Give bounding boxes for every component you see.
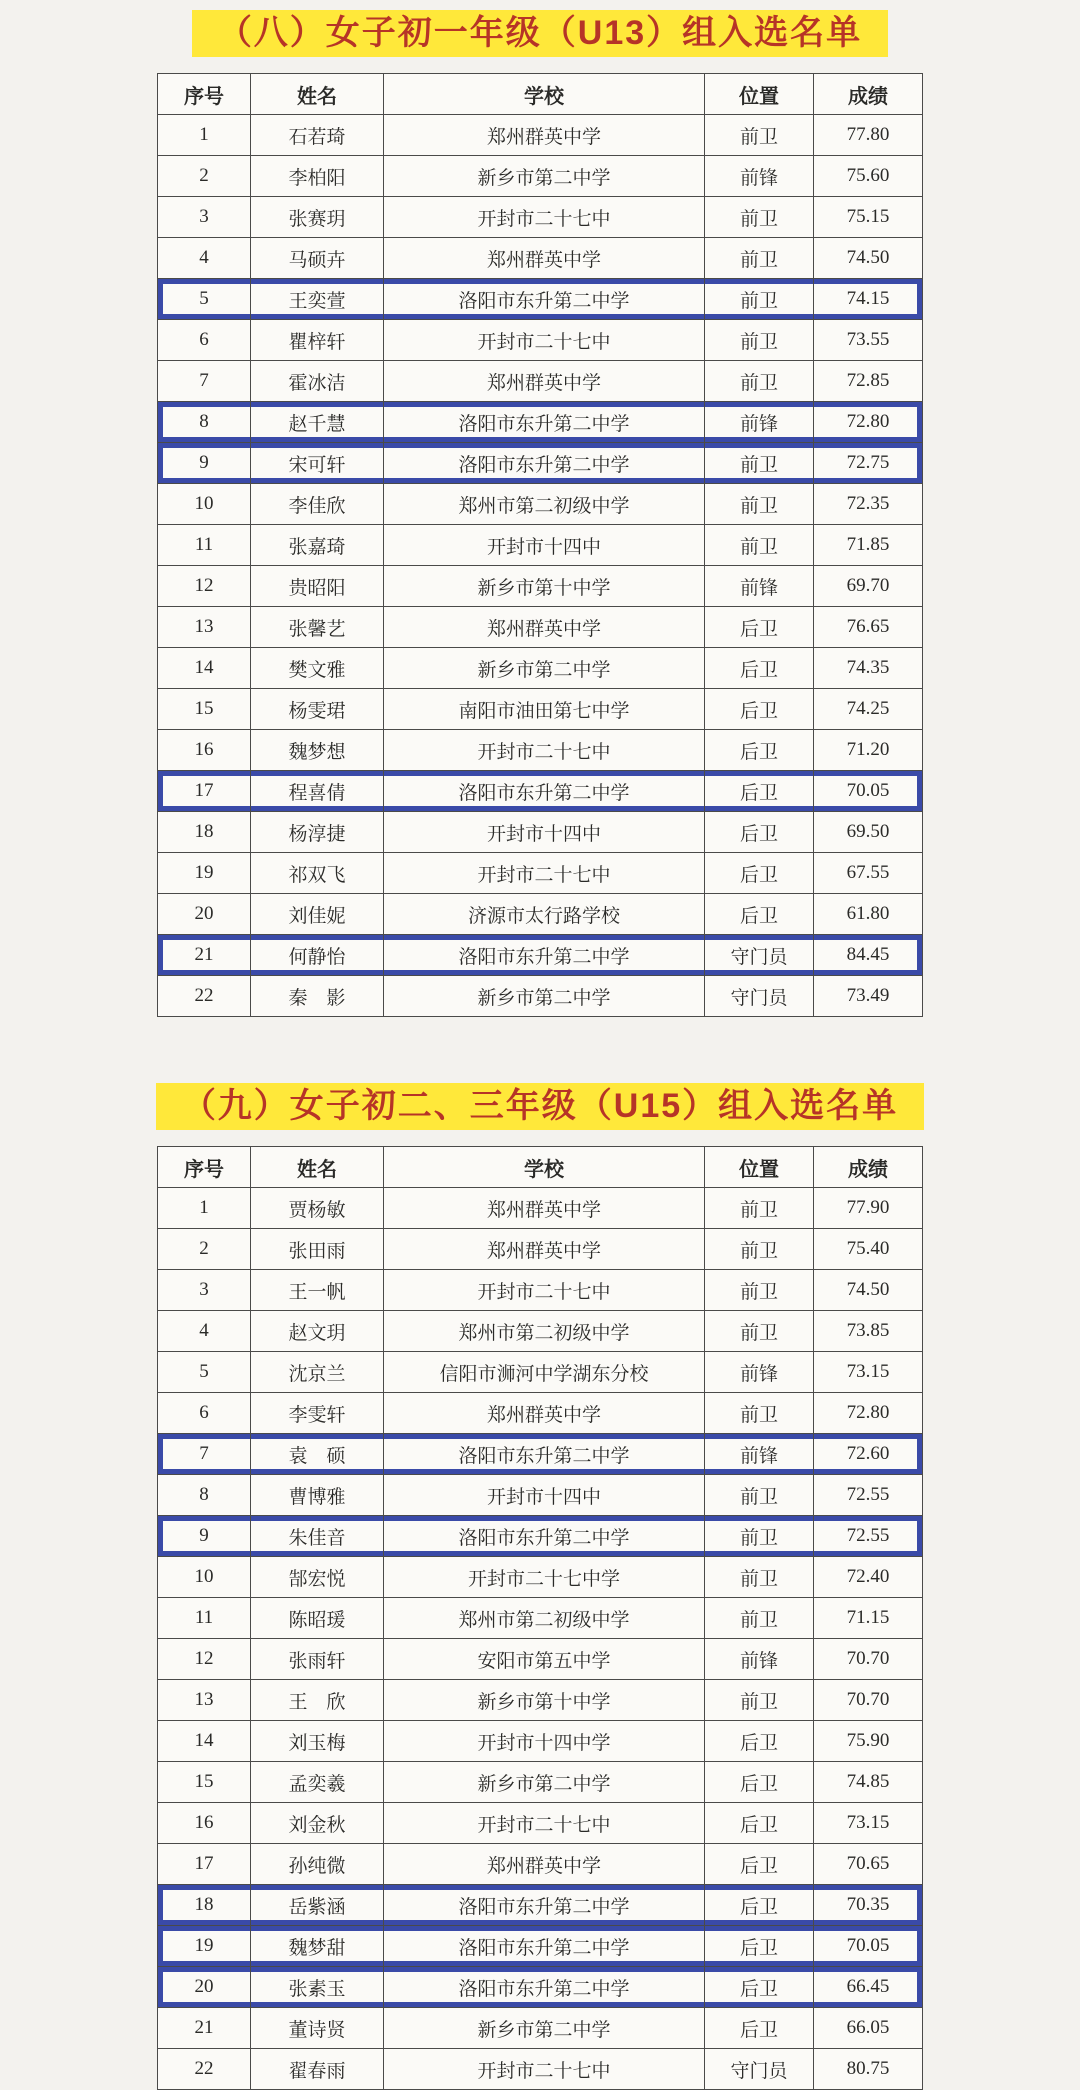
cell-name: 刘佳妮 [251,894,384,935]
section-u13-title: （八）女子初一年级（U13）组入选名单 [192,10,888,57]
cell-score: 70.70 [814,1680,923,1721]
cell-school: 郑州市第二初级中学 [384,1311,705,1352]
cell-name: 张素玉 [251,1967,384,2008]
cell-name: 石若琦 [251,115,384,156]
table-row [158,1803,923,1844]
cell-pos: 前卫 [705,279,814,320]
cell-score: 72.55 [814,1516,923,1557]
cell-score: 80.75 [814,2049,923,2090]
cell-score: 66.45 [814,1967,923,2008]
table-row [158,689,923,730]
cell-no: 19 [158,1926,251,1967]
cell-name: 宋可轩 [251,443,384,484]
cell-score: 70.35 [814,1885,923,1926]
cell-pos: 前锋 [705,566,814,607]
table-row [158,361,923,402]
cell-name: 岳紫涵 [251,1885,384,1926]
cell-score: 72.40 [814,1557,923,1598]
table-row [158,1598,923,1639]
table-row [158,566,923,607]
table-row [158,976,923,1017]
cell-no: 14 [158,648,251,689]
cell-no: 18 [158,812,251,853]
cell-score: 73.15 [814,1803,923,1844]
cell-pos: 前卫 [705,1229,814,1270]
cell-score: 66.05 [814,2008,923,2049]
header-row [158,1147,923,1188]
cell-pos: 前锋 [705,1434,814,1475]
cell-score: 75.60 [814,156,923,197]
cell-name: 孟奕羲 [251,1762,384,1803]
section-u15 [0,1083,1080,2090]
section-u13 [0,10,1080,1017]
cell-name: 马硕卉 [251,238,384,279]
cell-school: 开封市二十七中学 [384,1557,705,1598]
table-row [158,607,923,648]
cell-pos: 前卫 [705,1188,814,1229]
cell-score: 71.20 [814,730,923,771]
cell-score: 72.75 [814,443,923,484]
cell-score: 74.50 [814,1270,923,1311]
cell-pos: 后卫 [705,1762,814,1803]
cell-score: 67.55 [814,853,923,894]
cell-pos: 后卫 [705,1885,814,1926]
cell-pos: 前卫 [705,1598,814,1639]
cell-score: 61.80 [814,894,923,935]
cell-score: 70.05 [814,771,923,812]
cell-name: 张馨艺 [251,607,384,648]
table-row-highlighted [158,935,923,976]
column-header: 成绩 [814,1147,923,1188]
cell-pos: 守门员 [705,935,814,976]
column-header: 成绩 [814,74,923,115]
table-row [158,1680,923,1721]
cell-pos: 前锋 [705,402,814,443]
table-row [158,730,923,771]
cell-pos: 后卫 [705,648,814,689]
cell-no: 2 [158,1229,251,1270]
table-row [158,156,923,197]
cell-school: 洛阳市东升第二中学 [384,1434,705,1475]
cell-score: 84.45 [814,935,923,976]
table-row [158,1557,923,1598]
cell-score: 70.70 [814,1639,923,1680]
cell-name: 祁双飞 [251,853,384,894]
cell-score: 77.80 [814,115,923,156]
table-row [158,1844,923,1885]
table-row [158,1721,923,1762]
table-row [158,197,923,238]
cell-name: 王奕萱 [251,279,384,320]
cell-no: 19 [158,853,251,894]
cell-no: 11 [158,1598,251,1639]
cell-name: 张田雨 [251,1229,384,1270]
cell-school: 信阳市浉河中学湖东分校 [384,1352,705,1393]
cell-score: 72.60 [814,1434,923,1475]
cell-no: 5 [158,1352,251,1393]
cell-name: 李雯轩 [251,1393,384,1434]
cell-pos: 前卫 [705,1393,814,1434]
cell-pos: 前锋 [705,1352,814,1393]
cell-no: 20 [158,1967,251,2008]
cell-school: 济源市太行路学校 [384,894,705,935]
table-row [158,894,923,935]
column-header: 序号 [158,74,251,115]
cell-no: 9 [158,1516,251,1557]
cell-name: 魏梦想 [251,730,384,771]
cell-no: 13 [158,1680,251,1721]
table-row [158,1639,923,1680]
cell-score: 72.35 [814,484,923,525]
cell-no: 3 [158,197,251,238]
cell-school: 洛阳市东升第二中学 [384,1967,705,2008]
table-row-highlighted [158,1926,923,1967]
cell-score: 71.15 [814,1598,923,1639]
cell-score: 71.85 [814,525,923,566]
cell-name: 王一帆 [251,1270,384,1311]
cell-name: 杨淳捷 [251,812,384,853]
table-row-highlighted [158,402,923,443]
cell-score: 74.50 [814,238,923,279]
cell-no: 1 [158,115,251,156]
cell-no: 8 [158,402,251,443]
cell-pos: 前锋 [705,156,814,197]
cell-pos: 前卫 [705,1680,814,1721]
cell-no: 21 [158,935,251,976]
section-u15-title-row [0,1083,1080,1130]
roster-table-u13 [157,73,923,1017]
cell-pos: 守门员 [705,2049,814,2090]
cell-no: 5 [158,279,251,320]
cell-no: 2 [158,156,251,197]
table-row-highlighted [158,279,923,320]
cell-score: 74.15 [814,279,923,320]
cell-score: 70.65 [814,1844,923,1885]
cell-score: 74.85 [814,1762,923,1803]
table-row-highlighted [158,1967,923,2008]
cell-pos: 前卫 [705,197,814,238]
cell-name: 霍冰洁 [251,361,384,402]
cell-pos: 前卫 [705,1311,814,1352]
cell-score: 74.25 [814,689,923,730]
cell-school: 开封市十四中 [384,812,705,853]
cell-school: 开封市二十七中 [384,1270,705,1311]
cell-school: 洛阳市东升第二中学 [384,279,705,320]
table-row [158,1311,923,1352]
cell-school: 新乡市第二中学 [384,1762,705,1803]
cell-name: 何静怡 [251,935,384,976]
cell-school: 新乡市第十中学 [384,1680,705,1721]
cell-school: 郑州群英中学 [384,1188,705,1229]
table-row [158,1352,923,1393]
cell-no: 16 [158,730,251,771]
table-row [158,2008,923,2049]
cell-no: 8 [158,1475,251,1516]
cell-school: 洛阳市东升第二中学 [384,935,705,976]
table-body-u13 [158,115,923,1017]
cell-no: 11 [158,525,251,566]
cell-score: 75.15 [814,197,923,238]
cell-pos: 前卫 [705,320,814,361]
table-row [158,1229,923,1270]
cell-score: 73.85 [814,1311,923,1352]
column-header: 位置 [705,74,814,115]
cell-no: 6 [158,1393,251,1434]
table-body-u15 [158,1188,923,2090]
cell-score: 69.70 [814,566,923,607]
cell-no: 17 [158,771,251,812]
cell-score: 73.55 [814,320,923,361]
cell-score: 73.15 [814,1352,923,1393]
cell-school: 新乡市第十中学 [384,566,705,607]
table-row [158,812,923,853]
cell-name: 陈昭瑗 [251,1598,384,1639]
table-row [158,1762,923,1803]
cell-no: 10 [158,484,251,525]
cell-no: 4 [158,1311,251,1352]
cell-pos: 后卫 [705,1926,814,1967]
column-header: 学校 [384,1147,705,1188]
cell-no: 7 [158,1434,251,1475]
cell-name: 赵千慧 [251,402,384,443]
table-row [158,853,923,894]
cell-name: 赵文玥 [251,1311,384,1352]
cell-name: 张赛玥 [251,197,384,238]
cell-name: 樊文雅 [251,648,384,689]
column-header: 位置 [705,1147,814,1188]
cell-pos: 前卫 [705,1516,814,1557]
cell-name: 沈京兰 [251,1352,384,1393]
cell-school: 洛阳市东升第二中学 [384,1926,705,1967]
cell-no: 6 [158,320,251,361]
cell-score: 75.90 [814,1721,923,1762]
cell-school: 郑州市第二初级中学 [384,1598,705,1639]
cell-school: 郑州群英中学 [384,1229,705,1270]
cell-school: 郑州群英中学 [384,1393,705,1434]
cell-pos: 后卫 [705,2008,814,2049]
cell-pos: 前卫 [705,443,814,484]
cell-school: 安阳市第五中学 [384,1639,705,1680]
cell-school: 新乡市第二中学 [384,2008,705,2049]
cell-pos: 后卫 [705,771,814,812]
table-row [158,1270,923,1311]
cell-name: 孙纯微 [251,1844,384,1885]
cell-no: 7 [158,361,251,402]
cell-score: 72.55 [814,1475,923,1516]
cell-score: 69.50 [814,812,923,853]
table-row [158,525,923,566]
table-row-highlighted [158,1885,923,1926]
cell-school: 郑州群英中学 [384,607,705,648]
cell-no: 22 [158,976,251,1017]
cell-pos: 守门员 [705,976,814,1017]
cell-school: 洛阳市东升第二中学 [384,402,705,443]
cell-school: 开封市二十七中 [384,2049,705,2090]
cell-school: 开封市二十七中 [384,730,705,771]
cell-pos: 前卫 [705,525,814,566]
cell-pos: 前锋 [705,1639,814,1680]
table-row-highlighted [158,771,923,812]
cell-pos: 前卫 [705,115,814,156]
cell-name: 王 欣 [251,1680,384,1721]
table-row [158,648,923,689]
cell-pos: 前卫 [705,1557,814,1598]
cell-name: 程喜倩 [251,771,384,812]
cell-school: 郑州群英中学 [384,115,705,156]
table-row [158,2049,923,2090]
table-row [158,484,923,525]
cell-score: 74.35 [814,648,923,689]
cell-pos: 后卫 [705,1803,814,1844]
cell-name: 曹博雅 [251,1475,384,1516]
table-row [158,238,923,279]
cell-name: 魏梦甜 [251,1926,384,1967]
cell-score: 70.05 [814,1926,923,1967]
cell-school: 开封市十四中 [384,1475,705,1516]
cell-school: 洛阳市东升第二中学 [384,771,705,812]
cell-no: 10 [158,1557,251,1598]
column-header: 姓名 [251,1147,384,1188]
cell-school: 开封市二十七中 [384,1803,705,1844]
cell-no: 4 [158,238,251,279]
cell-name: 翟春雨 [251,2049,384,2090]
cell-no: 17 [158,1844,251,1885]
cell-no: 21 [158,2008,251,2049]
table-row [158,1475,923,1516]
table-row-highlighted [158,443,923,484]
cell-name: 郜宏悦 [251,1557,384,1598]
cell-name: 张嘉琦 [251,525,384,566]
cell-school: 南阳市油田第七中学 [384,689,705,730]
cell-pos: 后卫 [705,812,814,853]
cell-name: 瞿梓轩 [251,320,384,361]
cell-no: 18 [158,1885,251,1926]
cell-pos: 后卫 [705,730,814,771]
cell-school: 新乡市第二中学 [384,156,705,197]
cell-school: 洛阳市东升第二中学 [384,443,705,484]
cell-pos: 前卫 [705,361,814,402]
cell-name: 董诗贤 [251,2008,384,2049]
column-header: 姓名 [251,74,384,115]
cell-score: 75.40 [814,1229,923,1270]
cell-pos: 后卫 [705,894,814,935]
cell-pos: 前卫 [705,1475,814,1516]
roster-table-u15 [157,1146,923,2090]
cell-name: 张雨轩 [251,1639,384,1680]
cell-no: 15 [158,689,251,730]
column-header: 学校 [384,74,705,115]
cell-school: 郑州市第二初级中学 [384,484,705,525]
cell-no: 16 [158,1803,251,1844]
cell-name: 朱佳音 [251,1516,384,1557]
cell-no: 3 [158,1270,251,1311]
cell-pos: 后卫 [705,853,814,894]
cell-school: 洛阳市东升第二中学 [384,1516,705,1557]
table-header-u15 [158,1147,923,1188]
cell-school: 开封市二十七中 [384,320,705,361]
cell-score: 76.65 [814,607,923,648]
cell-pos: 前卫 [705,1270,814,1311]
section-u13-title-row [0,10,1080,57]
cell-pos: 后卫 [705,607,814,648]
cell-school: 新乡市第二中学 [384,648,705,689]
cell-no: 15 [158,1762,251,1803]
table-header-u13 [158,74,923,115]
section-u15-title: （九）女子初二、三年级（U15）组入选名单 [156,1083,924,1130]
cell-no: 1 [158,1188,251,1229]
cell-school: 郑州群英中学 [384,361,705,402]
cell-name: 贾杨敏 [251,1188,384,1229]
cell-pos: 后卫 [705,1844,814,1885]
cell-name: 刘玉梅 [251,1721,384,1762]
cell-no: 9 [158,443,251,484]
cell-name: 杨雯珺 [251,689,384,730]
table-row [158,1188,923,1229]
cell-pos: 后卫 [705,1721,814,1762]
cell-no: 22 [158,2049,251,2090]
cell-school: 开封市十四中学 [384,1721,705,1762]
cell-name: 刘金秋 [251,1803,384,1844]
cell-name: 贵昭阳 [251,566,384,607]
cell-name: 李柏阳 [251,156,384,197]
cell-score: 73.49 [814,976,923,1017]
cell-no: 12 [158,1639,251,1680]
cell-pos: 前卫 [705,238,814,279]
table-row [158,1393,923,1434]
cell-score: 77.90 [814,1188,923,1229]
cell-pos: 后卫 [705,1967,814,2008]
cell-no: 13 [158,607,251,648]
cell-school: 洛阳市东升第二中学 [384,1885,705,1926]
cell-no: 20 [158,894,251,935]
cell-school: 开封市二十七中 [384,853,705,894]
cell-school: 郑州群英中学 [384,1844,705,1885]
cell-score: 72.85 [814,361,923,402]
cell-pos: 后卫 [705,689,814,730]
cell-score: 72.80 [814,1393,923,1434]
cell-no: 12 [158,566,251,607]
cell-school: 开封市十四中 [384,525,705,566]
cell-school: 郑州群英中学 [384,238,705,279]
table-row-highlighted [158,1516,923,1557]
table-row [158,320,923,361]
cell-school: 新乡市第二中学 [384,976,705,1017]
cell-no: 14 [158,1721,251,1762]
cell-name: 袁 硕 [251,1434,384,1475]
table-row-highlighted [158,1434,923,1475]
column-header: 序号 [158,1147,251,1188]
cell-name: 秦 影 [251,976,384,1017]
table-row [158,115,923,156]
header-row [158,74,923,115]
cell-school: 开封市二十七中 [384,197,705,238]
cell-score: 72.80 [814,402,923,443]
cell-name: 李佳欣 [251,484,384,525]
cell-pos: 前卫 [705,484,814,525]
